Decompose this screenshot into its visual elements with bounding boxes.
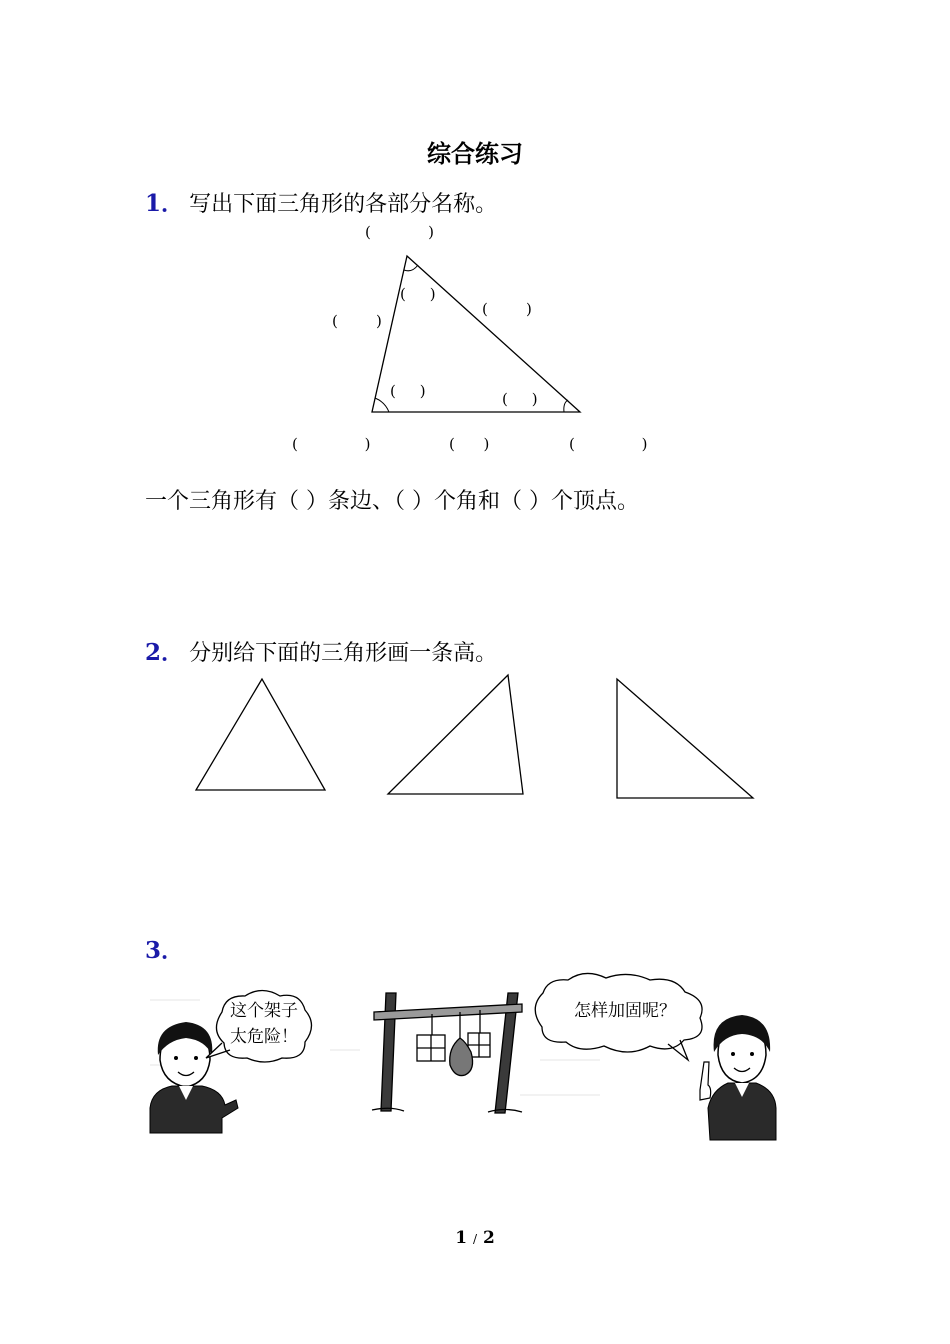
label-top-vertex: ( ) [365,223,434,241]
left-bubble-text [228,998,300,1050]
label-bottom-right-angle: ( ) [502,390,538,408]
label-bottom-left-vertex: ( ) [292,435,371,453]
label-left-side: ( ) [332,312,382,330]
page-number [0,1228,950,1248]
page-title: 综合练习 [427,139,523,168]
page-total: 2 [482,1228,495,1248]
left-bubble-line-1: 这个架子 [230,1001,298,1021]
page-separator: / [472,1232,478,1246]
left-bubble-line-2: 太危险！ [230,1027,298,1047]
label-bottom-side: ( ) [449,435,490,453]
wooden-rack [372,993,522,1113]
question-1-number: 1． [145,190,185,217]
label-top-angle: ( ) [400,285,436,303]
question-2-prompt: 分别给下面的三角形画一条高。 [189,641,498,666]
label-right-side: ( ) [482,300,532,318]
right-bubble-text: 怎样加固呢？ [574,1001,676,1021]
question-3-number: 3． [145,937,185,964]
label-bottom-right-vertex: ( ) [569,435,648,453]
label-bottom-left-angle: ( ) [390,382,426,400]
page-current: 1 [455,1228,468,1248]
question-1-prompt: 写出下面三角形的各部分名称。 [189,192,498,217]
question-1-sentence: 一个三角形有（ ）条边、（ ）个角和（ ）个顶点。 [145,489,639,514]
question-2-number: 2． [145,639,185,666]
right-boy-figure [700,1015,776,1140]
